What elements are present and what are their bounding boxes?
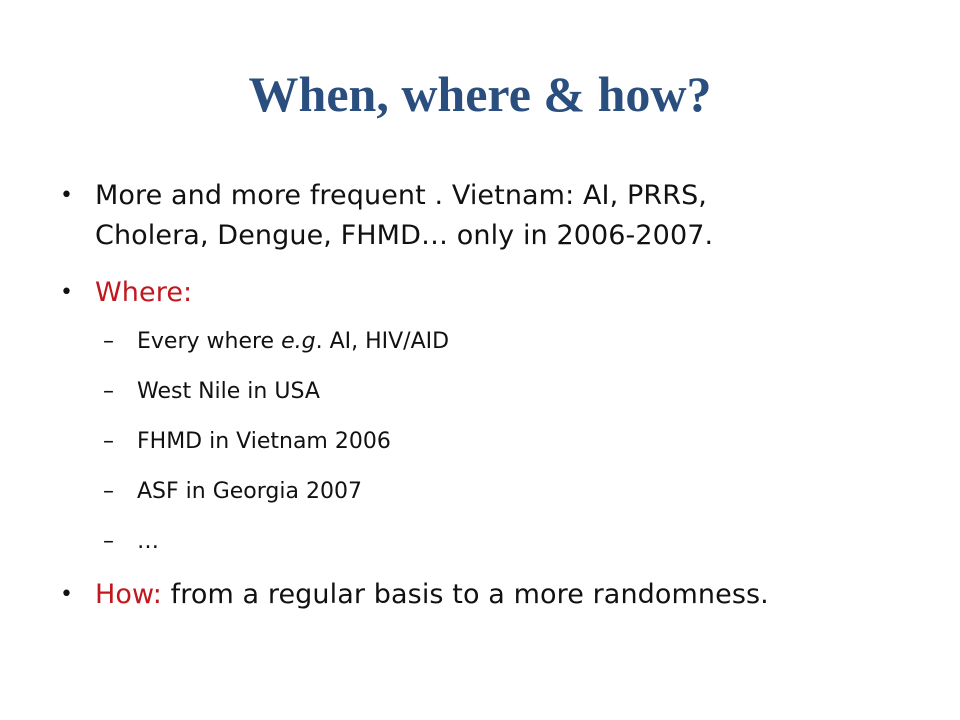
- bullet-where: [58, 273, 918, 313]
- sub-item-emphasis: e.g: [281, 329, 316, 354]
- sub-item-text: West Nile in USA: [137, 379, 320, 404]
- sub-item: [58, 317, 918, 367]
- sub-item: [58, 417, 918, 467]
- bullet-line: Cholera, Dengue, FHMD… only in 2006-2007.: [95, 220, 714, 251]
- sub-item-text-after: . AI, HIV/AID: [315, 329, 450, 354]
- sub-item: [58, 517, 918, 567]
- sub-item: [58, 467, 918, 517]
- sub-item-text-before: Every where: [137, 329, 282, 354]
- bullet-dot: •: [60, 183, 74, 208]
- bullet-frequency: [58, 176, 918, 256]
- bullet-dot: •: [60, 280, 74, 305]
- where-label: Where:: [95, 277, 193, 308]
- how-label: How:: [95, 579, 162, 610]
- how-text: from a regular basis to a more randomness.: [161, 579, 769, 610]
- bullet-dot: •: [60, 582, 74, 607]
- bullet-how: [58, 575, 918, 615]
- bullet-line: More and more frequent . Vietnam: AI, PRRS,: [95, 180, 707, 211]
- where-sublist: [58, 317, 918, 567]
- slide-body: [58, 176, 918, 615]
- sub-item-text: …: [137, 529, 159, 554]
- sub-dash: –: [103, 379, 114, 404]
- sub-dash: –: [103, 329, 114, 354]
- slide-title: When, where & how?: [248, 66, 712, 122]
- sub-item-text: ASF in Georgia 2007: [137, 479, 362, 504]
- sub-item-text: FHMD in Vietnam 2006: [137, 429, 391, 454]
- sub-item: [58, 367, 918, 417]
- sub-dash: –: [103, 479, 114, 504]
- sub-dash: –: [103, 529, 114, 554]
- sub-dash: –: [103, 429, 114, 454]
